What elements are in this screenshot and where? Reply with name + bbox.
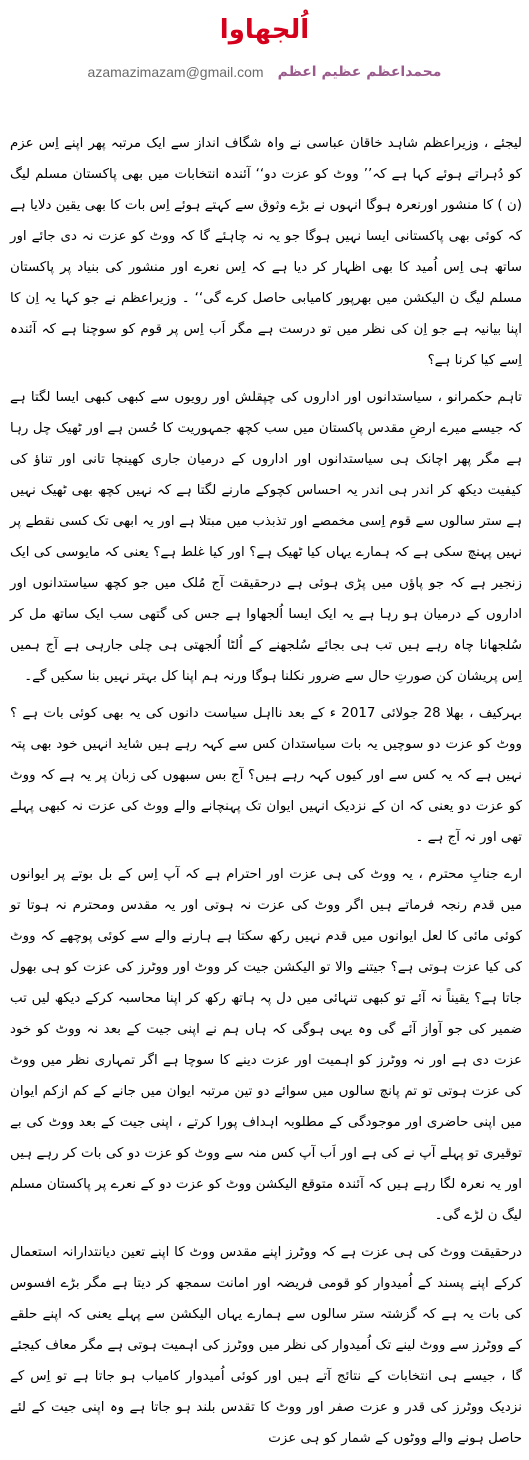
- paragraph: بہرکیف ، بھلا 28 جولائی 2017 ء کے بعد نااہل سیاست دانوں کی یہ بھی کوئی بات ہے ؟ ووٹ کو عزت دو سوچیں یہ بات سیاستدان کس سے کہہ رہے ہیں شاید انہیں خود بھی پتہ نہیں ہے کہ یہ کس سے اور کیوں کہہ رہے ہیں؟ آج بس سبھوں کی زبان پر یہ ہے کہ ووٹ کو عزت دو یعنی کہ ان کے نزدیک انہیں ایوان تک پہنچانے والے ووٹ کی عزت نہ کبھی پہلے تھی اور نہ آج ہے ۔: [10, 706, 522, 845]
- article-body: [10, 128, 522, 1460]
- paragraph: تاہم حکمرانو ، سیاستدانوں اور اداروں کی چپقلش اور رویوں سے کبھی کبھی ایسا لگتا ہے کہ جیسے میرے ارضِ مقدس پاکستان میں سب کچھ جمہوریت کا حُسن ہے اور ٹھیک چل رہا ہے مگر پھر اچانک ہی سیاستدانوں اور اداروں کے درمیان جاری کھینچا تانی اور تناؤ کی کیفیت دیکھ کر اندر ہی اندر یہ احساس کچوکے مارنے لگتا ہے کہ نہیں کچھ بھی ٹھیک نہیں ہے ستر سالوں سے قوم اِسی مخمصے اور تذبذب میں مبتلا ہے اور یہ ابھی تک کسی نقطے پر نہیں پہنچ سکی ہے کہ ہمارے یہاں کیا ٹھیک ہے؟ اور کیا غلط ہے؟ یعنی کہ مایوسی کی ایک زنجیر ہے کہ جو پاؤں میں پڑی ہوئی ہے درحقیقت آج مُلک میں جو کچھ سیاستدانوں اور اداروں کے درمیان ہو رہا ہے یہ ایک ایسا اُلجھاوا ہے جس کی گتھی سب ایک ساتھ مل کر سُلجھانا چاہ رہے ہیں تب ہی بجائے سُلجھنے کے اُلٹا اُلجھتی ہی چلی جارہی ہے آج ہمیں اِس پریشان کن صورتِ حال سے ضرور نکلنا ہوگا ورنہ ہم اپنا کل بہتر نہیں بنا سکیں گے۔: [10, 390, 522, 684]
- author-email[interactable]: azamazimazam@gmail.com: [87, 64, 264, 80]
- paragraph: لیجئے ، وزیراعظم شاہد خاقان عباسی نے واہ شگاف انداز سے ایک مرتبہ پھر اپنے اِس عزم کو دُہراتے ہوئے کہا ہے کہ’’ ووٹ کو عزت دو‘‘ آئندہ انتخابات میں بھی پاکستان مسلم لیگ (ن ) کا منشور اورنعرہ ہوگا انہوں نے بڑے وثوق سے کہتے ہوئے اِس بات کا بھی یقین دلایا ہے کہ کوئی بھی پاکستانی ایسا نہیں ہوگا جو یہ نہ چاہئے گا کہ ووٹ کو عزت نہ دی جائے اور ساتھ ہی اِس اُمید کا بھی اظہار کر دیا ہے کہ اِس نعرے اور منشور کی بنیاد پر پاکستان مسلم لیگ ن الیکشن میں بھرپور کامیابی حاصل کرے گی‘‘ ۔ وزیراعظم نے جو کہا یہ اِن کا اپنا بیانیہ ہے جو اِن کی نظر میں تو درست ہے مگر اَب اِس پر قوم کو سوچنا ہے کہ آئندہ اِسے کیا کرنا ہے؟: [10, 136, 522, 368]
- article-title: اُلجھاوا: [219, 15, 310, 45]
- byline: [0, 60, 529, 84]
- author-name: محمداعظم عظیم اعظم: [277, 64, 442, 80]
- paragraph: ارے جنابِ محترم ، یہ ووٹ کی ہی عزت اور احترام ہے کہ آپ اِس کے بل بوتے پر ایوانوں میں قدم رنجہ فرماتے ہیں اگر ووٹ کی عزت نہ ہوتی اور یہ مقدس ومحترم نہ ہوتا تو کوئی مائی کا لعل ایوانوں میں قدم نہیں رکھ سکتا ہے ہارنے والے سے کوئی پوچھے کہ ووٹ کی کیا عزت ہوتی ہے؟ جیتنے والا تو الیکشن جیت کر ووٹ اور ووٹرز کی عزت کو ہی بھول جاتا ہے؟ یقیناً نہ آئے تو کبھی تنہائی میں دل پہ ہاتھ رکھ کر اپنا محاسبہ کرکے دیکھ لیں تب ضمیر کی جو آواز آئے گی وہ یہی ہوگی کہ ہاں ہم نے اپنی جیت کے بعد نہ ووٹ کو خود عزت دی ہے اور نہ ووٹرز کو اہمیت اور عزت دینے کا سوچا ہے اگر تمہاری نظر میں ووٹ کی عزت ہوتی تو تم پانچ سالوں میں سوائے دو تین مرتبہ ایوان میں جانے کے کم ازکم ایوان میں اپنی حاضری اور موجودگی کے مطلوبہ اہداف پورا کرتے ، اپنی جیت کے بعد ووٹ کی بے توقیری تو پہلے آپ نے کی ہے اور اَب آپ کس منہ سے ووٹ کو عزت دو کی بات کر رہے ہیں اور یہ نعرہ لگا رہے ہیں کہ آئندہ متوقع الیکشن ووٹ کو عزت دو کے نعرے پر پاکستان مسلم لیگ ن لڑے گی۔: [10, 867, 522, 1223]
- paragraph: درحقیقت ووٹ کی ہی عزت ہے کہ ووٹرز اپنے مقدس ووٹ کا اپنے تعین دیانتدارانہ استعمال کرکے اپنے پسند کے اُمیدوار کو قومی فریضہ اور امانت سمجھ کر دیتا ہے مگر بڑے افسوس کی بات یہ ہے کہ گزشتہ ستر سالوں سے ہمارے یہاں الیکشن سے پہلے یعنی کہ اپنے حلقے کے ووٹرز سے ووٹ لینے تک اُمیدوار کی نظر میں ووٹرز کی اہمیت ہوتی ہے مگر معاف کیجئے گا ، جیسے ہی انتخابات کے نتائج آتے ہیں اور کوئی اُمیدوار کامیاب ہو جاتا ہے تو اِس کے نزدیک ووٹرز کی قدر و عزت صفر اور ووٹ کا تقدس بلند ہو جاتا ہے وہ اپنی جیت کے لئے حاصل ہونے والے ووٹوں کے شمار کو ہی عزت: [10, 1245, 522, 1446]
